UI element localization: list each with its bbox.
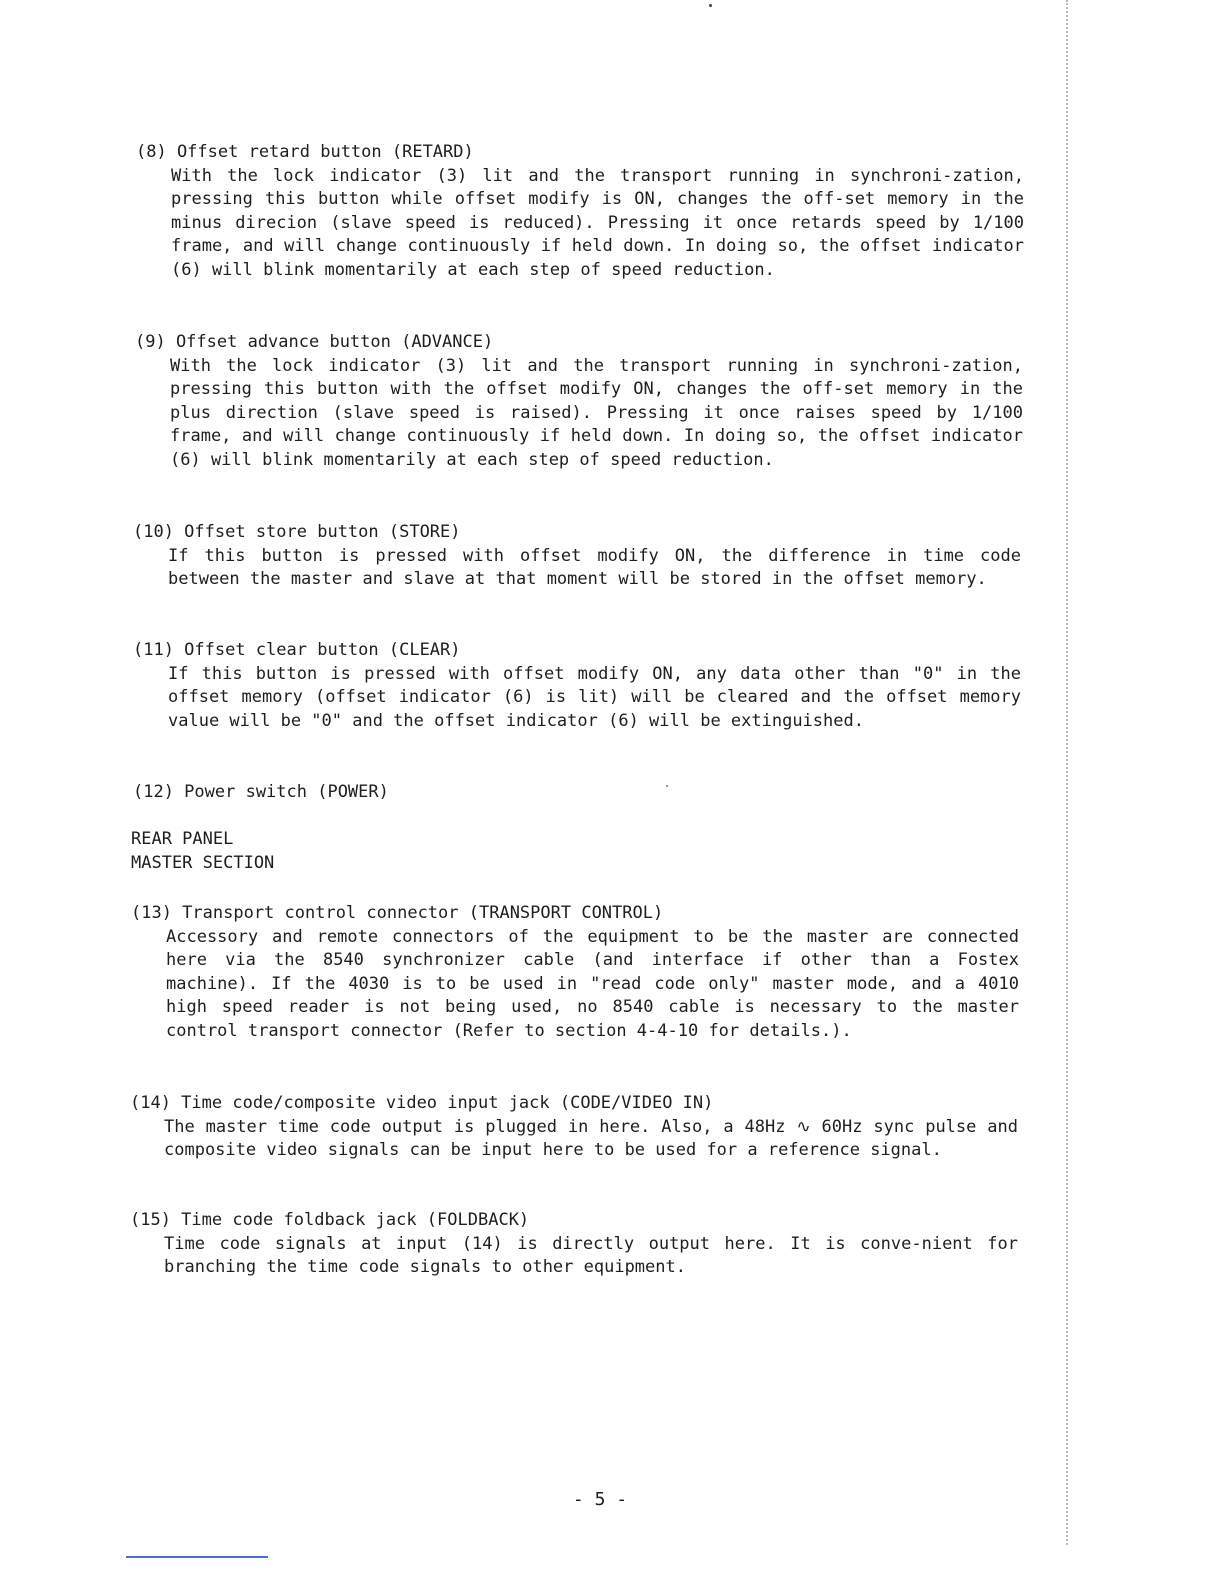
page-edge-dotted-line	[1066, 0, 1068, 1545]
section-heading: (11) Offset clear button (CLEAR)	[133, 640, 461, 660]
scan-speck	[709, 4, 712, 7]
master-section-title: MASTER SECTION	[131, 853, 275, 873]
section-body: With the lock indicator (3) lit and the transport running in synchroni-zation, pressing this button while offset modify is ON, changes the off-set memory in the minus direcion (slave speed is reduced). Pressing it once retards speed by 1/100 frame, and will change continuously if held down. In doing so, the offset indicator (6) will blink momentarily at each step of speed reduction.	[171, 165, 1024, 280]
rear-panel-title: REAR PANEL	[131, 829, 234, 849]
section-code-video-in	[130, 1092, 1018, 1163]
section-offset-advance	[135, 331, 1023, 472]
section-offset-retard	[136, 141, 1024, 282]
section-body: If this button is pressed with offset modify ON, any data other than "0" in the offset memory (offset indicator (6) is lit) will be cleared and the offset memory value will be "0" and the offset indicator (6) will be extinguished.	[168, 663, 1021, 731]
section-foldback	[130, 1209, 1018, 1280]
section-heading: (9) Offset advance button (ADVANCE)	[135, 332, 494, 352]
section-transport-control	[131, 902, 1019, 1043]
section-body: The master time code output is plugged in here. Also, a 48Hz ∿ 60Hz sync pulse and composite video signals can be input here to be used for a reference signal.	[164, 1116, 1018, 1160]
section-power-switch	[133, 781, 1021, 805]
section-offset-clear	[133, 639, 1021, 733]
section-heading: (13) Transport control connector (TRANSPORT CONTROL)	[131, 903, 664, 923]
section-body: Accessory and remote connectors of the equipment to be the master are connected here via the 8540 synchronizer cable (and interface if other than a Fostex machine). If the 4030 is to be used in "read code only" master mode, and a 4010 high speed reader is not being used, no 8540 cable is necessary to the master control transport connector (Refer to section 4-4-10 for details.).	[166, 926, 1019, 1041]
section-heading: (14) Time code/composite video input jack (CODE/VIDEO IN)	[130, 1093, 714, 1113]
section-heading: (10) Offset store button (STORE)	[133, 522, 461, 542]
section-body: Time code signals at input (14) is directly output here. It is conve-nient for branching the time code signals to other equipment.	[164, 1233, 1018, 1277]
section-body: If this button is pressed with offset modify ON, the difference in time code between the master and slave at that moment will be stored in the offset memory.	[168, 545, 1021, 589]
section-body: With the lock indicator (3) lit and the transport running in synchroni-zation, pressing this button with the offset modify ON, changes the off-set memory in the plus direction (slave speed is raised). Pressing it once raises speed by 1/100 frame, and will change continuously if held down. In doing so, the offset indicator (6) will blink momentarily at each step of speed reduction.	[170, 355, 1023, 470]
bottom-rule	[126, 1556, 268, 1558]
section-heading: (15) Time code foldback jack (FOLDBACK)	[130, 1210, 530, 1230]
section-heading: (12) Power switch (POWER)	[133, 782, 389, 802]
page-number: - 5 -	[572, 1489, 628, 1510]
section-heading: (8) Offset retard button (RETARD)	[136, 142, 474, 162]
section-offset-store	[133, 521, 1021, 592]
